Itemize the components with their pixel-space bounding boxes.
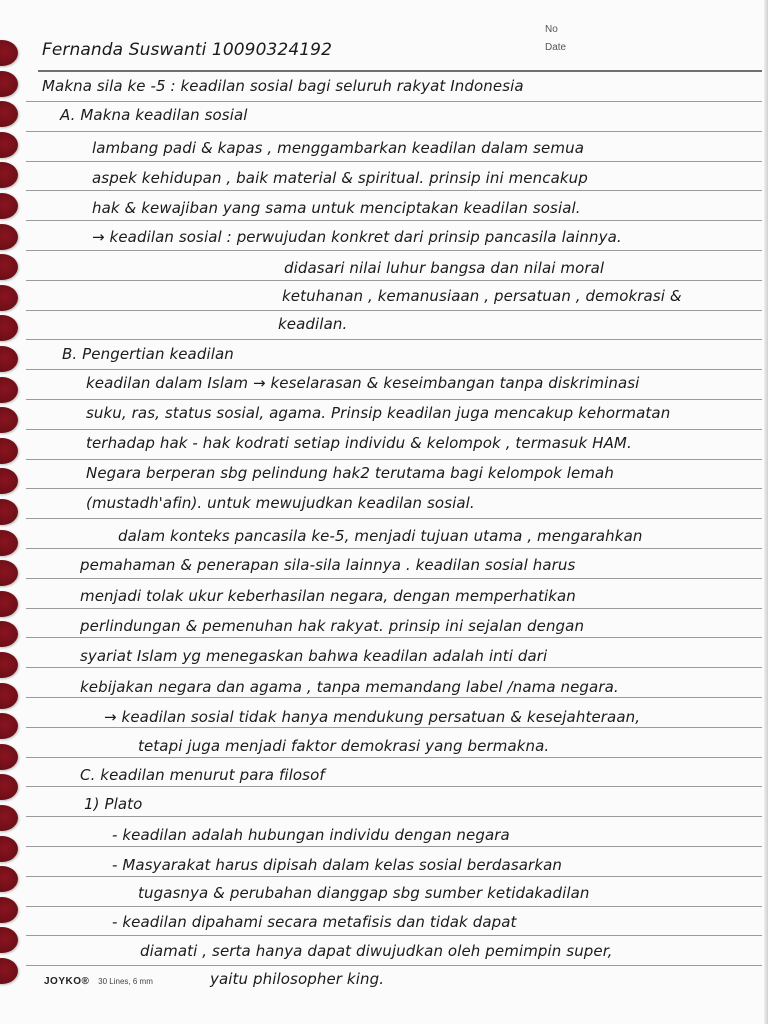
- note-line: menjadi tolak ukur keberhasilan negara, dengan memperhatikan: [80, 587, 576, 605]
- brand-name: JOYKO®: [44, 976, 90, 987]
- page-edge: [764, 0, 768, 1024]
- ruled-line: [26, 220, 762, 221]
- note-line: - keadilan dipahami secara metafisis dan tidak dapat: [112, 913, 517, 931]
- note-line: didasari nilai luhur bangsa dan nilai moral: [284, 259, 605, 277]
- note-line: aspek kehidupan , baik material & spiritual. prinsip ini mencakup: [92, 169, 588, 187]
- note-line: ketuhanan , kemanusiaan , persatuan , demokrasi &: [282, 287, 682, 305]
- ruled-line: [26, 280, 762, 281]
- note-line: pemahaman & penerapan sila-sila lainnya . keadilan sosial harus: [80, 556, 576, 574]
- ruled-line: [26, 369, 762, 370]
- note-line: yaitu philosopher king.: [210, 970, 385, 988]
- binding-hole: [0, 162, 18, 188]
- ruled-line: [26, 161, 762, 162]
- ruled-line: [26, 429, 762, 430]
- note-line: B. Pengertian keadilan: [62, 345, 234, 363]
- ruled-line: [26, 876, 762, 877]
- ruled-line: [26, 399, 762, 400]
- ruled-line: [26, 786, 762, 787]
- binding-hole: [0, 285, 18, 311]
- binding-hole: [0, 193, 18, 219]
- note-line: C. keadilan menurut para filosof: [80, 766, 325, 784]
- binding-hole: [0, 407, 18, 433]
- note-line: diamati , serta hanya dapat diwujudkan oleh pemimpin super,: [140, 942, 613, 960]
- binding-hole: [0, 713, 18, 739]
- binding-hole: [0, 132, 18, 158]
- note-line: Fernanda Suswanti 10090324192: [42, 40, 332, 60]
- paper-spec: 30 Lines, 6 mm: [98, 977, 153, 986]
- binding-hole: [0, 530, 18, 556]
- binding-hole: [0, 805, 18, 831]
- ruled-line: [26, 459, 762, 460]
- binding-hole: [0, 897, 18, 923]
- binding-hole: [0, 836, 18, 862]
- ruled-line: [26, 965, 762, 966]
- ruled-line: [26, 935, 762, 936]
- binding-hole: [0, 621, 18, 647]
- ruled-line: [26, 578, 762, 579]
- ruled-line: [26, 548, 762, 549]
- binding-hole: [0, 866, 18, 892]
- ruled-line: [26, 727, 762, 728]
- note-line: 1) Plato: [84, 795, 143, 813]
- ruled-line: [26, 906, 762, 907]
- note-line: terhadap hak - hak kodrati setiap individu & kelompok , termasuk HAM.: [86, 434, 632, 452]
- note-line: suku, ras, status sosial, agama. Prinsip keadilan juga mencakup kehormatan: [86, 404, 671, 422]
- ruled-line: [26, 667, 762, 668]
- note-line: keadilan dalam Islam → keselarasan & keseimbangan tanpa diskriminasi: [86, 374, 640, 392]
- binding-hole: [0, 927, 18, 953]
- binding-hole: [0, 683, 18, 709]
- binding-hole: [0, 560, 18, 586]
- note-line: - Masyarakat harus dipisah dalam kelas sosial berdasarkan: [112, 856, 563, 874]
- binding-hole: [0, 346, 18, 372]
- no-label: No: [545, 24, 558, 35]
- note-line: tugasnya & perubahan dianggap sbg sumber ketidakadilan: [138, 884, 590, 902]
- note-line: A. Makna keadilan sosial: [60, 106, 248, 124]
- binding-hole: [0, 40, 18, 66]
- note-line: hak & kewajiban yang sama untuk menciptakan keadilan sosial.: [92, 199, 581, 217]
- notebook-brand: [44, 976, 153, 987]
- ruled-line: [26, 697, 762, 698]
- ruled-line: [26, 101, 762, 102]
- binding-hole: [0, 958, 18, 984]
- note-line: kebijakan negara dan agama , tanpa memandang label /nama negara.: [80, 678, 619, 696]
- binding-hole: [0, 438, 18, 464]
- note-line: Negara berperan sbg pelindung hak2 terutama bagi kelompok lemah: [86, 464, 614, 482]
- binding-hole: [0, 468, 18, 494]
- note-line: Makna sila ke -5 : keadilan sosial bagi seluruh rakyat Indonesia: [42, 77, 524, 95]
- ruled-line: [26, 250, 762, 251]
- date-label: Date: [545, 42, 567, 53]
- note-line: keadilan.: [278, 315, 348, 333]
- header-rule: [38, 70, 762, 72]
- note-line: lambang padi & kapas , menggambarkan keadilan dalam semua: [92, 139, 584, 157]
- note-line: tetapi juga menjadi faktor demokrasi yang bermakna.: [138, 737, 550, 755]
- ruled-line: [26, 846, 762, 847]
- binding-hole: [0, 224, 18, 250]
- note-line: → keadilan sosial tidak hanya mendukung persatuan & kesejahteraan,: [104, 708, 641, 726]
- binding-hole: [0, 499, 18, 525]
- binding-hole: [0, 744, 18, 770]
- ruled-line: [26, 339, 762, 340]
- binding-hole: [0, 101, 18, 127]
- binding-holes: [0, 0, 26, 1024]
- note-line: (mustadh'afin). untuk mewujudkan keadilan sosial.: [86, 494, 475, 512]
- binding-hole: [0, 377, 18, 403]
- ruled-line: [26, 757, 762, 758]
- note-line: syariat Islam yg menegaskan bahwa keadilan adalah inti dari: [80, 647, 548, 665]
- ruled-line: [26, 637, 762, 638]
- note-line: dalam konteks pancasila ke-5, menjadi tujuan utama , mengarahkan: [118, 527, 643, 545]
- note-line: → keadilan sosial : perwujudan konkret dari prinsip pancasila lainnya.: [92, 228, 622, 246]
- ruled-line: [26, 488, 762, 489]
- binding-hole: [0, 652, 18, 678]
- binding-hole: [0, 315, 18, 341]
- binding-hole: [0, 591, 18, 617]
- ruled-line: [26, 608, 762, 609]
- ruled-line: [26, 518, 762, 519]
- binding-hole: [0, 254, 18, 280]
- note-line: perlindungan & pemenuhan hak rakyat. prinsip ini sejalan dengan: [80, 617, 585, 635]
- ruled-line: [26, 816, 762, 817]
- ruled-line: [26, 310, 762, 311]
- binding-hole: [0, 71, 18, 97]
- note-line: - keadilan adalah hubungan individu dengan negara: [112, 826, 510, 844]
- ruled-line: [26, 190, 762, 191]
- ruled-line: [26, 131, 762, 132]
- binding-hole: [0, 774, 18, 800]
